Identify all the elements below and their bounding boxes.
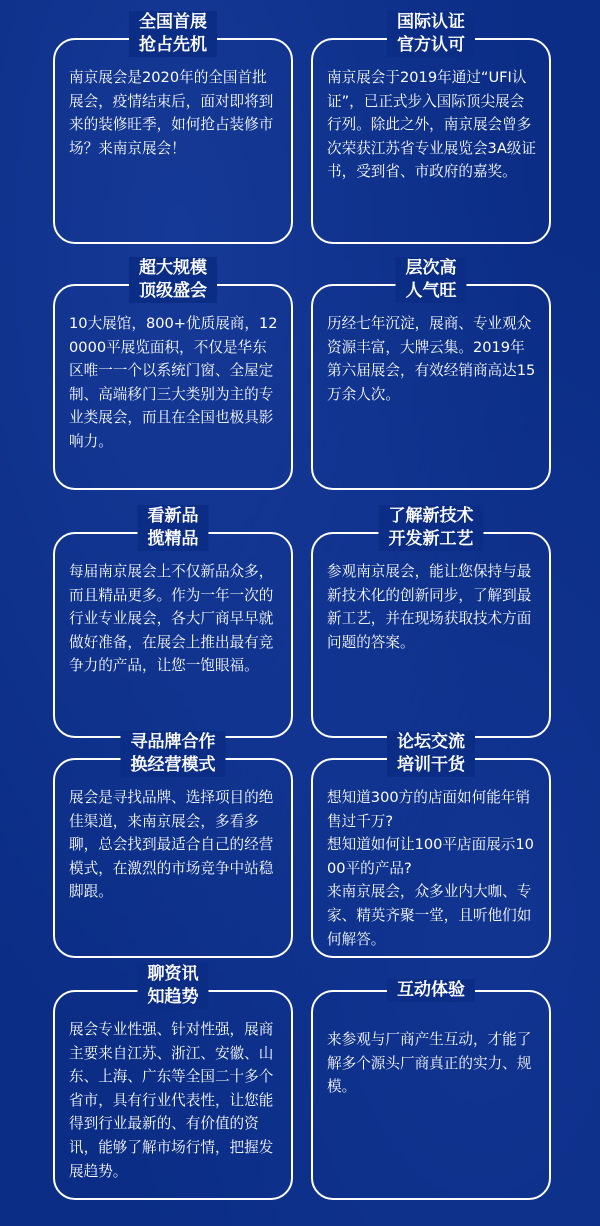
card-title-line: 知趋势: [147, 987, 199, 1007]
card-title-line: 抢占先机: [139, 35, 207, 55]
card-body-text: 10大展馆，800+优质展商，120000平展览面积，不仅是华东区唯一一个以系统门窗、全屋定制、高端移门三大类别为主的专业类展会，而且在全国也极具影响力。: [69, 315, 278, 450]
card-title-line: 顶级盛会: [139, 281, 207, 301]
card-title: [379, 505, 484, 551]
feature-card-forum-training: [311, 732, 551, 958]
card-title: [387, 731, 475, 777]
card-title-line: 国际认证: [397, 12, 465, 32]
card-title-line: 寻品牌合作: [130, 732, 216, 752]
card-title-line: 层次高: [405, 258, 457, 278]
card-title-line: 论坛交流: [397, 732, 465, 752]
card-body-text: 展会专业性强、针对性强，展商主要来自江苏、浙江、安徽、山东、上海、广东等全国二十多个省市，具有行业代表性，让您能得到行业最新的、有价值的资讯，能够了解市场行情，把握发展趋势。: [69, 1021, 274, 1180]
card-title: [138, 963, 209, 1009]
card-title: [387, 979, 475, 1002]
card-title-line: 超大规模: [139, 258, 207, 278]
feature-card-brand-cooperation: [53, 732, 293, 958]
card-body-text: 想知道如何让100平店面展示1000平的产品?: [327, 836, 534, 877]
card-body: [327, 312, 537, 406]
card-body: [327, 66, 537, 184]
feature-card-first-exhibition: [53, 12, 293, 244]
feature-card-large-scale: [53, 258, 293, 490]
card-title-line: 揽精品: [147, 529, 199, 549]
card-body-text: 来参观与厂商产生互动，才能了解多个源头厂商真正的实力、规模。: [327, 1031, 532, 1096]
card-body-text: 想知道300方的店面如何能年销售过千万?: [327, 789, 530, 830]
card-body-text: 来南京展会，众多业内大咖、专家、精英齐聚一堂，且听他们如何解答。: [327, 883, 532, 948]
card-body-text: 参观南京展会，能让您保持与最新技术化的创新同步，了解到最新工艺，并在现场获取技术方面问题的答案。: [327, 563, 532, 651]
card-title: [387, 11, 475, 57]
card-body-text: 历经七年沉淀，展商、专业观众资源丰富，大牌云集。2019年第六届展会，有效经销商高达15万余人次。: [327, 315, 536, 403]
card-body: [69, 312, 279, 454]
card-title-line: 开发新工艺: [388, 529, 474, 549]
card-body: [327, 560, 537, 654]
card-title-line: 人气旺: [405, 281, 457, 301]
card-body-text: 南京展会是2020年的全国首批展会，疫情结束后，面对即将到来的装修旺季，如何抢占装修市场？来南京展会！: [69, 69, 274, 157]
card-body: [327, 1028, 537, 1099]
feature-card-new-technology: [311, 506, 551, 738]
card-body-text: 南京展会于2019年通过“UFI认证”，已正式步入国际顶尖展会行列。除此之外，南京展会曾多次荣获江苏省专业展览会3A级证书，受到省、市政府的嘉奖。: [327, 69, 536, 181]
card-body: [327, 786, 537, 951]
card-title: [129, 11, 217, 57]
card-title-line: 官方认可: [397, 35, 465, 55]
card-title-line: 互动体验: [397, 980, 465, 1000]
card-body: [69, 1018, 279, 1183]
card-title: [121, 731, 226, 777]
card-title-line: 了解新技术: [388, 506, 474, 526]
feature-card-trends: [53, 964, 293, 1200]
card-title-line: 培训干货: [397, 755, 465, 775]
card-title-line: 换经营模式: [130, 755, 216, 775]
card-title-line: 聊资讯: [147, 964, 199, 984]
card-body-text: 展会是寻找品牌、选择项目的绝佳渠道，来南京展会，多看多聊，总会找到最适合自己的经营模式，在激烈的市场竞争中站稳脚跟。: [69, 789, 274, 901]
card-title-line: 全国首展: [139, 12, 207, 32]
card-title: [138, 505, 209, 551]
card-body: [69, 786, 279, 904]
card-title: [129, 257, 217, 303]
card-body-text: 每届南京展会上不仅新品众多，而且精品更多。作为一年一次的行业专业展会，各大厂商早早就做好准备，在展会上推出最有竞争力的产品，让您一饱眼福。: [69, 563, 274, 675]
feature-card-interactive-experience: [311, 980, 551, 1200]
feature-card-international-certification: [311, 12, 551, 244]
card-body: [69, 66, 279, 160]
feature-card-high-popularity: [311, 258, 551, 490]
card-body: [69, 560, 279, 678]
feature-card-new-products: [53, 506, 293, 738]
card-title-line: 看新品: [147, 506, 199, 526]
card-title: [396, 257, 467, 303]
